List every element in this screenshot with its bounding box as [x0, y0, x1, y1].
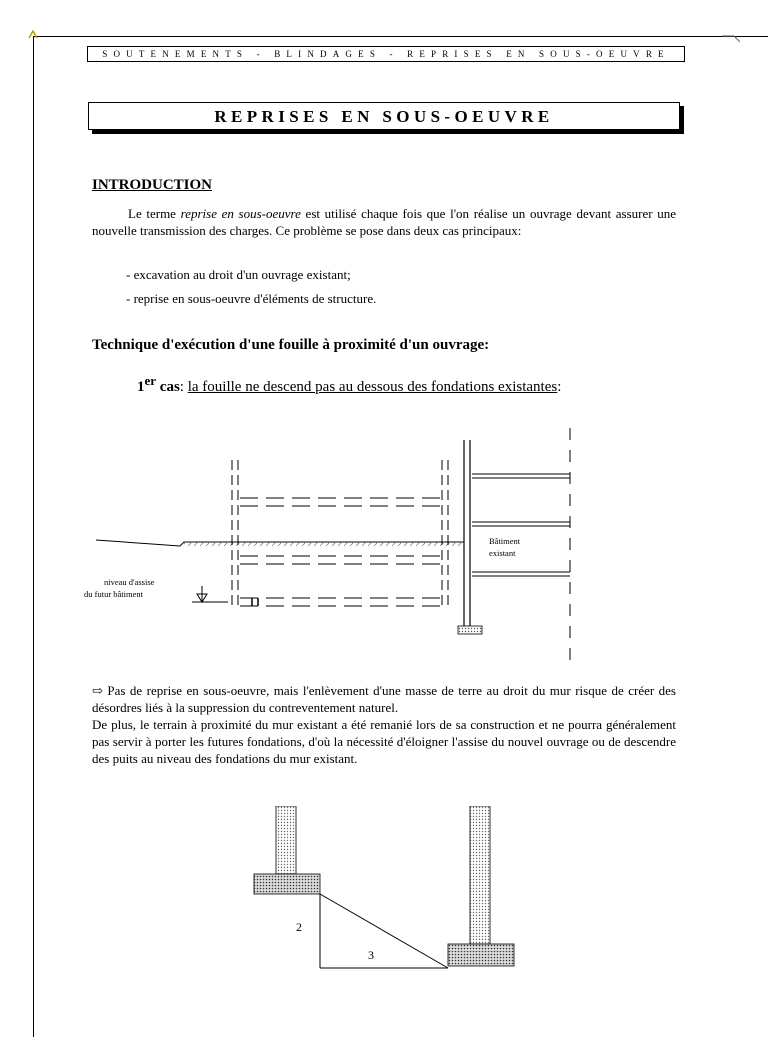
technique-heading: Technique d'exécution d'une fouille à proximité d'un ouvrage: [92, 337, 490, 353]
case-description: la fouille ne descend pas au dessous des fondations existantes [187, 379, 558, 395]
bullet-excavation: - excavation au droit d'un ouvrage existant; [126, 267, 351, 282]
case-superscript: er [144, 373, 157, 388]
introduction-heading: INTRODUCTION [92, 177, 213, 193]
right-column [470, 806, 490, 944]
triangle-slope [320, 894, 448, 968]
right-footing [448, 944, 514, 966]
introduction-paragraph [92, 205, 676, 239]
case-end-colon: : [557, 379, 562, 395]
excavation-diagram [84, 426, 582, 662]
running-header: SOUTENEMENTS - BLINDAGES - REPRISES EN SOUS-OEUVRE [87, 46, 685, 62]
label-level-1: niveau d'assise [104, 577, 155, 587]
intro-text-start: Le terme [128, 206, 181, 221]
consequence-line-2: De plus, le terrain à proximité du mur existant a été remanié lors de sa construction et ne pourra généralement pas servir à porter les futures fondations, d'où la nécessité d'éloigner l'assise du nouvel ouvrage ou de descendre des puits au niveau des fondations du mur existant. [92, 717, 676, 766]
bullet-reprise: - reprise en sous-oeuvre d'éléments de structure. [126, 291, 377, 306]
label-building-2: existant [489, 548, 516, 558]
consequence-paragraph [92, 682, 676, 767]
case-colon: : [179, 379, 188, 395]
intro-text-end: est utilisé chaque fois que l'on réalise un ouvrage devant assurer une nouvelle transmission des charges. Ce problème se pose dans deux cas principaux: [92, 206, 677, 238]
label-ratio-horizontal: 3 [368, 948, 374, 962]
case-number: 1 [137, 379, 145, 395]
label-ratio-vertical: 2 [296, 920, 302, 934]
arrow-icon: ⇨ [92, 683, 103, 698]
left-column [276, 806, 296, 874]
page-corner-mark-icon [28, 30, 38, 40]
footing-slope-diagram [250, 806, 522, 972]
left-footing [254, 874, 320, 894]
page-title: REPRISES EN SOUS-OEUVRE [88, 102, 680, 130]
case-1-line [137, 373, 561, 396]
label-building-1: Bâtiment [489, 536, 521, 546]
case-word: cas [156, 379, 180, 395]
label-level-2: du futur bâtiment [84, 589, 144, 599]
page-fold-icon [722, 30, 740, 42]
footing-slope-drawing [250, 806, 522, 972]
consequence-line-1 [92, 682, 676, 716]
intro-term-italic: reprise en sous-oeuvre [180, 206, 301, 221]
existing-footing [458, 626, 482, 634]
consequence-text-1: Pas de reprise en sous-oeuvre, mais l'enlèvement d'une masse de terre au droit du mur risque de créer des désordres liés à la suppression du contreventement naturel. [92, 683, 676, 715]
ground-hatch [184, 542, 464, 546]
